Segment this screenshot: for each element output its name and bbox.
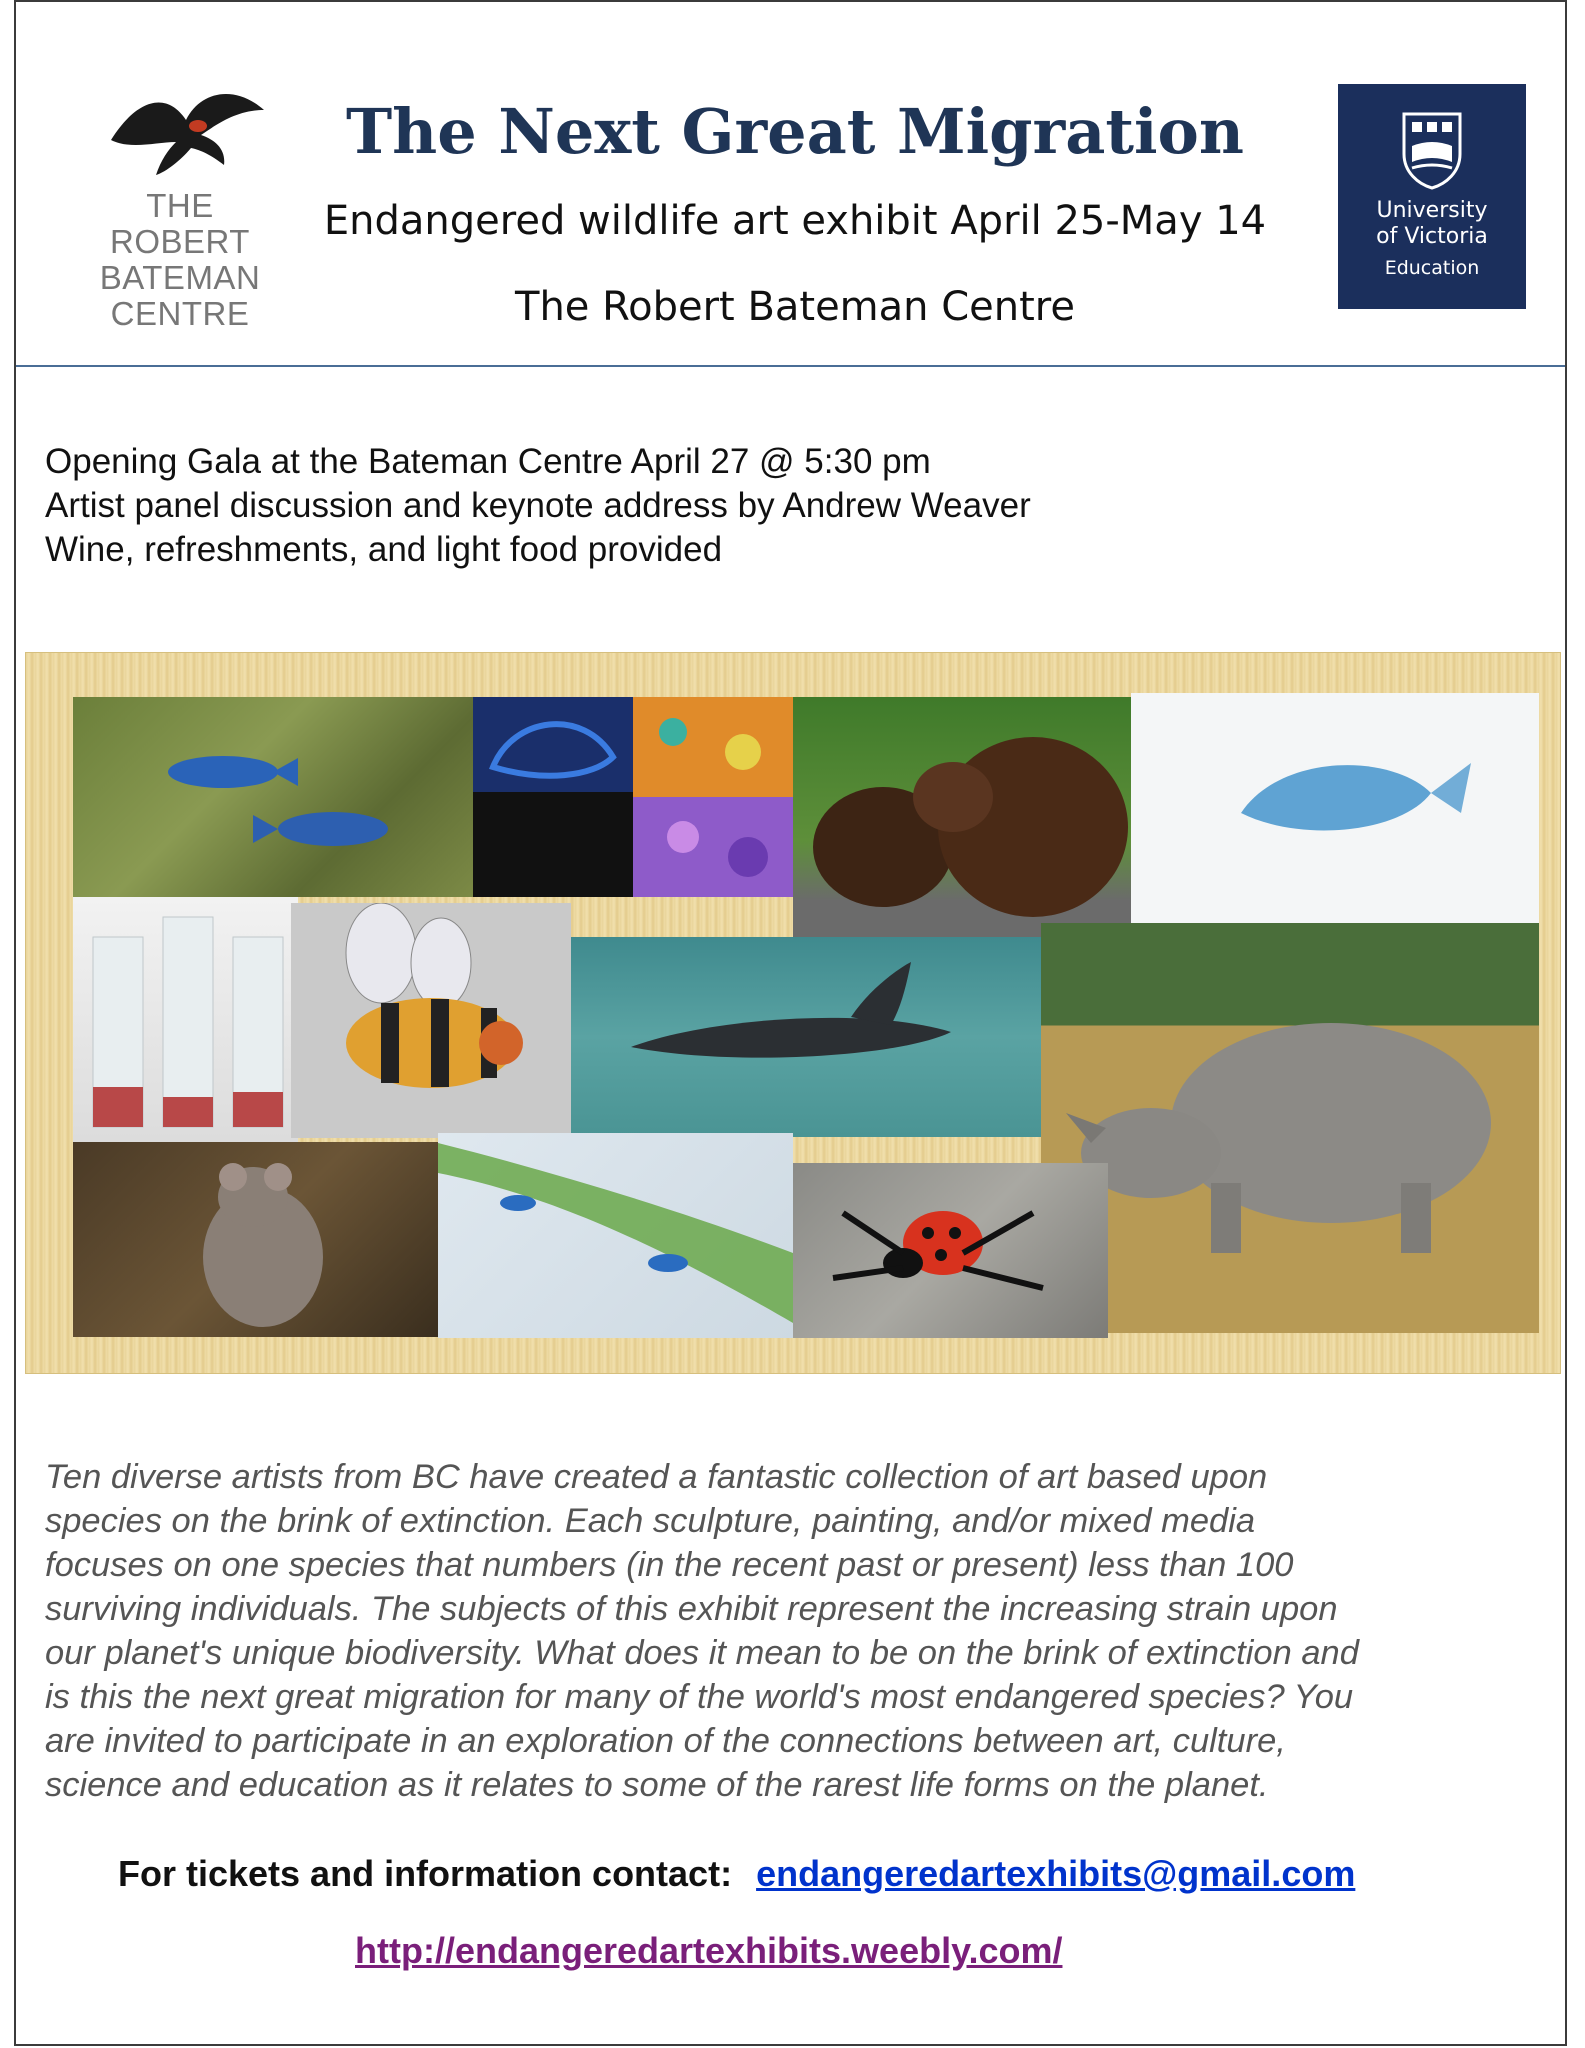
description-line: science and education as it relates to some of the rarest life forms on the planet. [45, 1766, 1269, 1804]
exhibit-subtitle: Endangered wildlife art exhibit April 25-May 14 [323, 198, 1267, 244]
porpoise-photo [571, 937, 1041, 1137]
abstract-art-painting [473, 697, 633, 897]
blue-fish-watercolor [1131, 693, 1539, 923]
gala-line: Artist panel discussion and keynote address by Andrew Weaver [45, 486, 1031, 525]
email-link[interactable]: endangeredartexhibits@gmail.com [756, 1853, 1356, 1894]
logo-line: CENTRE [110, 295, 250, 332]
uvic-line1: University [1376, 198, 1488, 223]
gala-info [45, 440, 1031, 572]
red-spider-photo [793, 1163, 1108, 1338]
exhibit-description [45, 1455, 1555, 1807]
uvic-line2: of Victoria [1376, 224, 1488, 249]
logo-line: THE [146, 187, 214, 224]
marmots-photo [793, 697, 1131, 937]
mouse-photo [73, 1142, 438, 1337]
blue-fish-photo [73, 697, 473, 897]
contact-label: For tickets and information contact: [118, 1853, 733, 1894]
gala-line: Opening Gala at the Bateman Centre April 27 @ 5:30 pm [45, 442, 931, 481]
uvic-education-logo [1338, 84, 1526, 309]
gala-line: Wine, refreshments, and light food provided [45, 530, 723, 569]
description-line: Ten diverse artists from BC have created a fantastic collection of art based upon [45, 1458, 1268, 1496]
logo-line: BATEMAN [99, 259, 261, 296]
website-link[interactable]: http://endangeredartexhibits.weebly.com/ [355, 1930, 1063, 1971]
venue-name: The Robert Bateman Centre [515, 284, 1075, 330]
description-line: are invited to participate in an exploration of the connections between art, culture, [45, 1722, 1286, 1760]
dotted-pattern-painting [633, 697, 793, 897]
uvic-department: Education [1384, 257, 1480, 279]
logo-line: ROBERT [110, 223, 250, 260]
description-line: is this the next great migration for many of the world's most endangered species? You [45, 1678, 1354, 1716]
bird-icon [106, 80, 266, 175]
header-divider [16, 365, 1565, 367]
description-line: species on the brink of extinction. Each sculpture, painting, and/or mixed media [45, 1502, 1256, 1540]
fish-river-painting [438, 1133, 793, 1338]
description-line: focuses on one species that numbers (in the recent past or present) less than 100 [45, 1546, 1294, 1584]
contact-line [118, 1853, 1355, 1895]
poster-title: The Next Great Migration [345, 95, 1244, 168]
artwork-collage [25, 652, 1561, 1374]
bumblebee-drawing [291, 903, 571, 1138]
crest-icon [1398, 110, 1466, 190]
description-line: surviving individuals. The subjects of this exhibit represent the increasing strain upon [45, 1590, 1338, 1628]
rhinoceros-photo [1041, 923, 1539, 1333]
bateman-centre-logo [70, 80, 290, 340]
description-line: our planet's unique biodiversity. What does it mean to be on the brink of extinction and [45, 1634, 1359, 1672]
glass-bottles-photo [73, 897, 298, 1142]
